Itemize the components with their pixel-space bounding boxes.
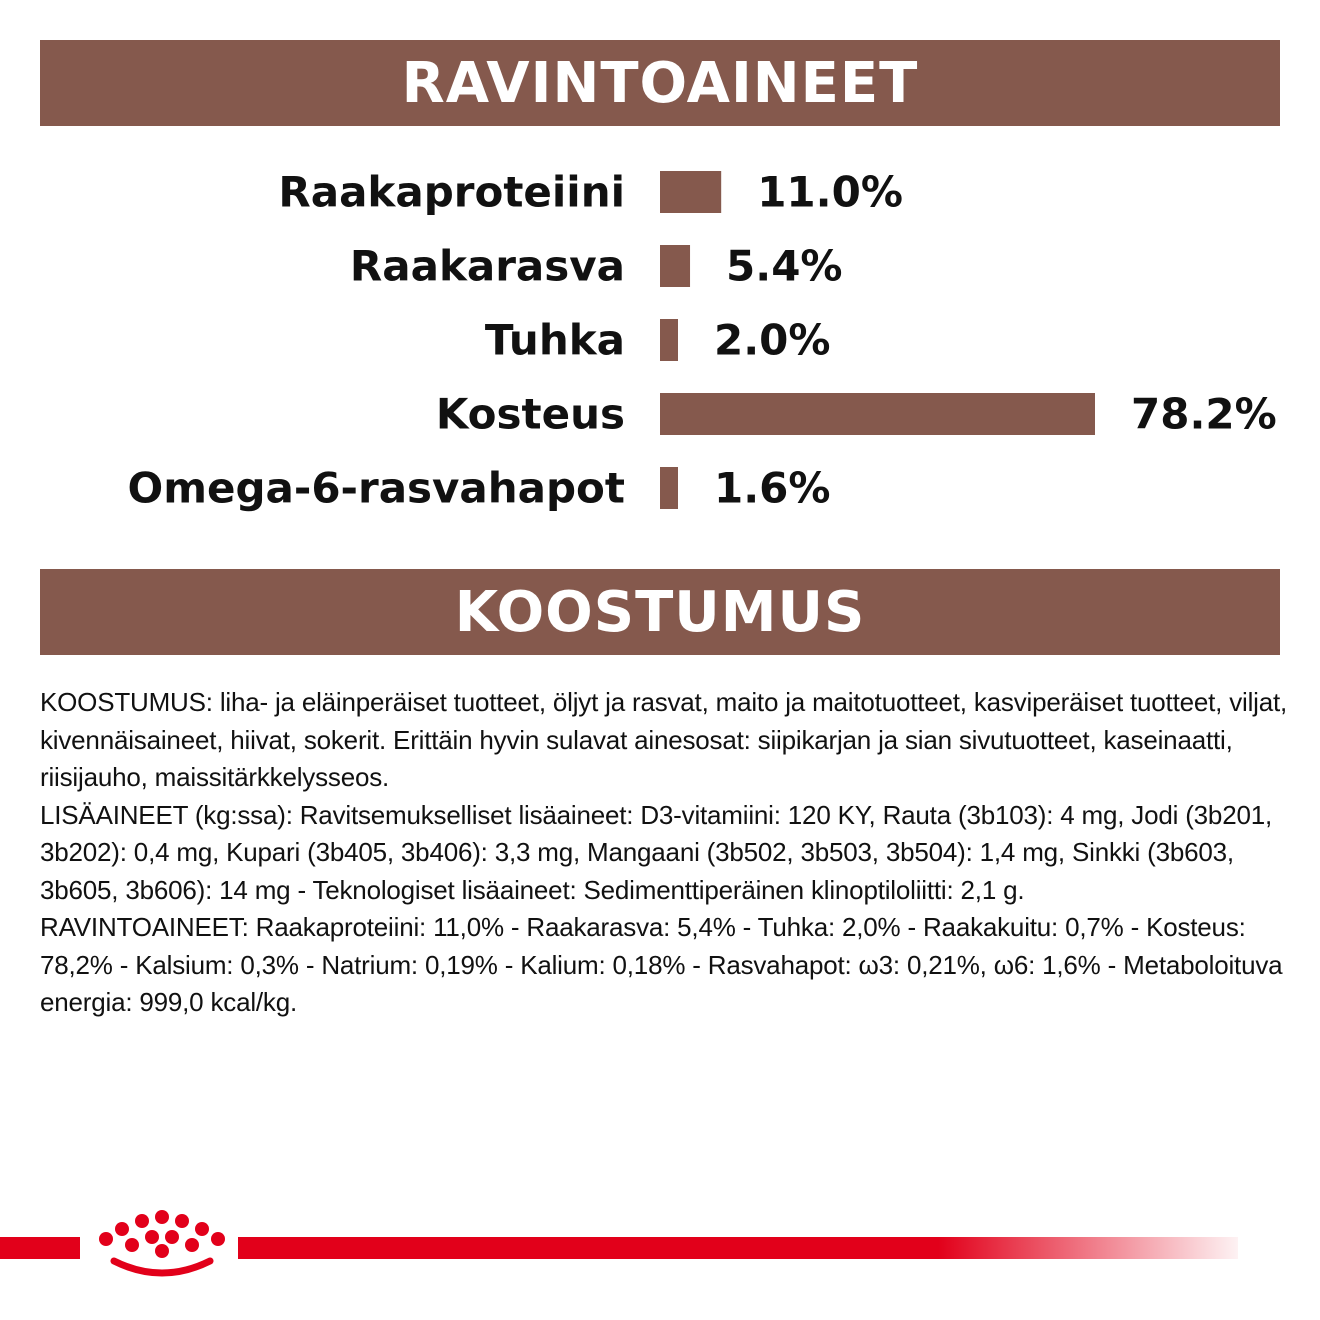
value-label-kosteus: 78.2%	[1131, 389, 1277, 439]
footer-red-line-left	[0, 1237, 80, 1259]
footer-red-line-right	[238, 1237, 1238, 1259]
nutrients-title: RAVINTOAINEET	[401, 50, 919, 116]
composition-paragraph-ingredients: KOOSTUMUS: liha- ja eläinperäiset tuotteet, öljyt ja rasvat, maito ja maitotuotteet, kasviperäiset tuotteet, viljat, kivennäisaineet, hiivat, sokerit. Erittäin hyvin sulavat ainesosat: siipikarjan ja sian sivutuotteet, kaseinaatti, riisijauho, maissitärkkelysseos.	[40, 687, 1288, 792]
nutrients-banner	[40, 40, 1280, 126]
category-label-tuhka: Tuhka	[484, 315, 625, 365]
composition-paragraph-additives: LISÄAINEET (kg:ssa): Ravitsemukselliset lisäaineet: D3-vitamiini: 120 KY, Rauta (3b103): 4 mg, Jodi (3b201, 3b202): 0,4 mg, Kupari (3b405, 3b406): 3,3 mg, Mangaani (3b502, 3b503, 3b504): 1,4 mg, Sinkki (3b603, 3b605, 3b606): 14 mg - Teknologiset lisäaineet: Sedimenttiperäinen klinoptiloliitti: 2,1 g.	[40, 799, 1272, 905]
composition-title: KOOSTUMUS	[454, 579, 866, 645]
value-label-raakarasva: 5.4%	[726, 241, 843, 291]
crown-icon	[92, 1205, 232, 1285]
value-label-tuhka: 2.0%	[714, 315, 831, 365]
composition-paragraph-nutrients: RAVINTOAINEET: Raakaproteiini: 11,0% - Raakarasva: 5,4% - Tuhka: 2,0% - Raakakuitu: 0,7% - Kosteus: 78,2% - Kalsium: 0,3% - Natrium: 0,19% - Kalium: 0,18% - Rasvahapot: ω3: 0,21%, ω6: 1,6% - Metaboloituva energia: 999,0 kcal/kg.	[40, 912, 1283, 1017]
bar-kosteus	[660, 393, 1095, 435]
category-label-omega-6-rasvahapot: Omega-6-rasvahapot	[127, 463, 625, 513]
category-label-kosteus: Kosteus	[435, 389, 625, 439]
category-label-raakaproteiini: Raakaproteiini	[278, 167, 625, 217]
bar-omega-6-rasvahapot	[660, 467, 678, 509]
composition-text	[40, 684, 1290, 1022]
bar-raakaproteiini	[660, 171, 721, 213]
nutrients-bar-chart	[0, 140, 1320, 540]
value-label-raakaproteiini: 11.0%	[757, 167, 903, 217]
composition-banner	[40, 569, 1280, 655]
value-label-omega-6-rasvahapot: 1.6%	[714, 463, 831, 513]
bar-raakarasva	[660, 245, 690, 287]
category-label-raakarasva: Raakarasva	[349, 241, 625, 291]
bar-tuhka	[660, 319, 678, 361]
